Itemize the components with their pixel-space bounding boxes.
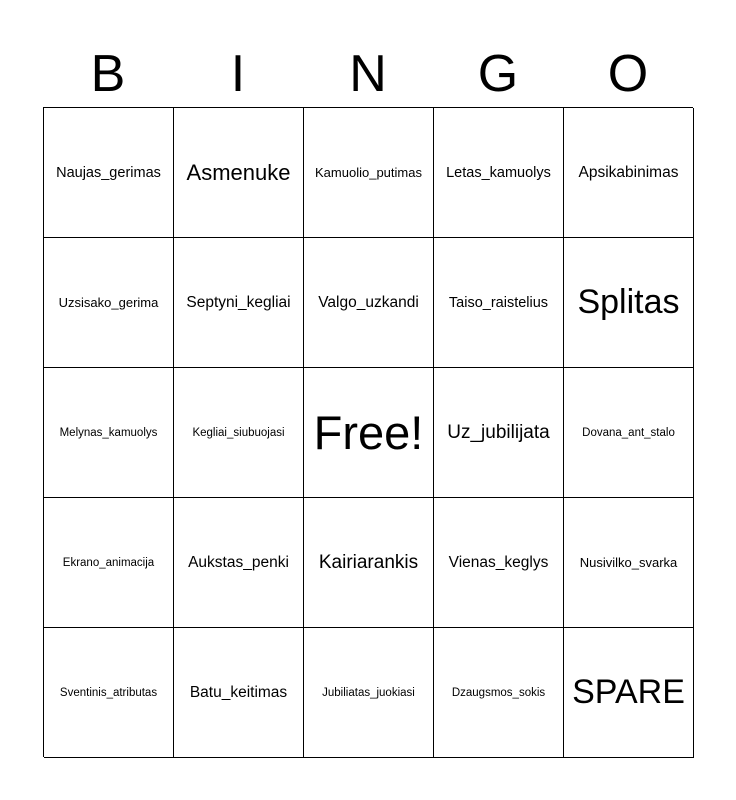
bingo-cell[interactable]: Taiso_raistelius: [434, 238, 564, 368]
bingo-cell[interactable]: Nusivilko_svarka: [564, 498, 694, 628]
header-letter-i: I: [230, 45, 246, 103]
header-letter-o: O: [607, 45, 649, 103]
bingo-cell[interactable]: Septyni_kegliai: [174, 238, 304, 368]
header-letter-g: G: [477, 45, 519, 103]
bingo-cell[interactable]: Sventinis_atributas: [44, 628, 174, 758]
bingo-cell[interactable]: Naujas_gerimas: [44, 108, 174, 238]
bingo-cell[interactable]: Uzsisako_gerima: [44, 238, 174, 368]
free-space-cell[interactable]: Free!: [304, 368, 434, 498]
bingo-cell[interactable]: Vienas_keglys: [434, 498, 564, 628]
bingo-cell[interactable]: Batu_keitimas: [174, 628, 304, 758]
bingo-cell[interactable]: Melynas_kamuolys: [44, 368, 174, 498]
bingo-cell[interactable]: Kamuolio_putimas: [304, 108, 434, 238]
bingo-cell[interactable]: Splitas: [564, 238, 694, 368]
bingo-cell[interactable]: Ekrano_animacija: [44, 498, 174, 628]
header-letter-n: N: [349, 45, 387, 103]
bingo-cell[interactable]: SPARE: [564, 628, 694, 758]
bingo-cell[interactable]: Kegliai_siubuojasi: [174, 368, 304, 498]
bingo-header: [43, 42, 693, 107]
bingo-cell[interactable]: Dzaugsmos_sokis: [434, 628, 564, 758]
bingo-cell[interactable]: Kairiarankis: [304, 498, 434, 628]
bingo-cell[interactable]: Valgo_uzkandi: [304, 238, 434, 368]
header-letter-b: B: [90, 45, 126, 103]
bingo-cell[interactable]: Uz_jubilijata: [434, 368, 564, 498]
bingo-grid: [43, 107, 693, 757]
bingo-cell[interactable]: Jubiliatas_juokiasi: [304, 628, 434, 758]
bingo-cell[interactable]: Aukstas_penki: [174, 498, 304, 628]
bingo-cell[interactable]: Asmenuke: [174, 108, 304, 238]
bingo-cell[interactable]: Apsikabinimas: [564, 108, 694, 238]
bingo-cell[interactable]: Letas_kamuolys: [434, 108, 564, 238]
bingo-cell[interactable]: Dovana_ant_stalo: [564, 368, 694, 498]
